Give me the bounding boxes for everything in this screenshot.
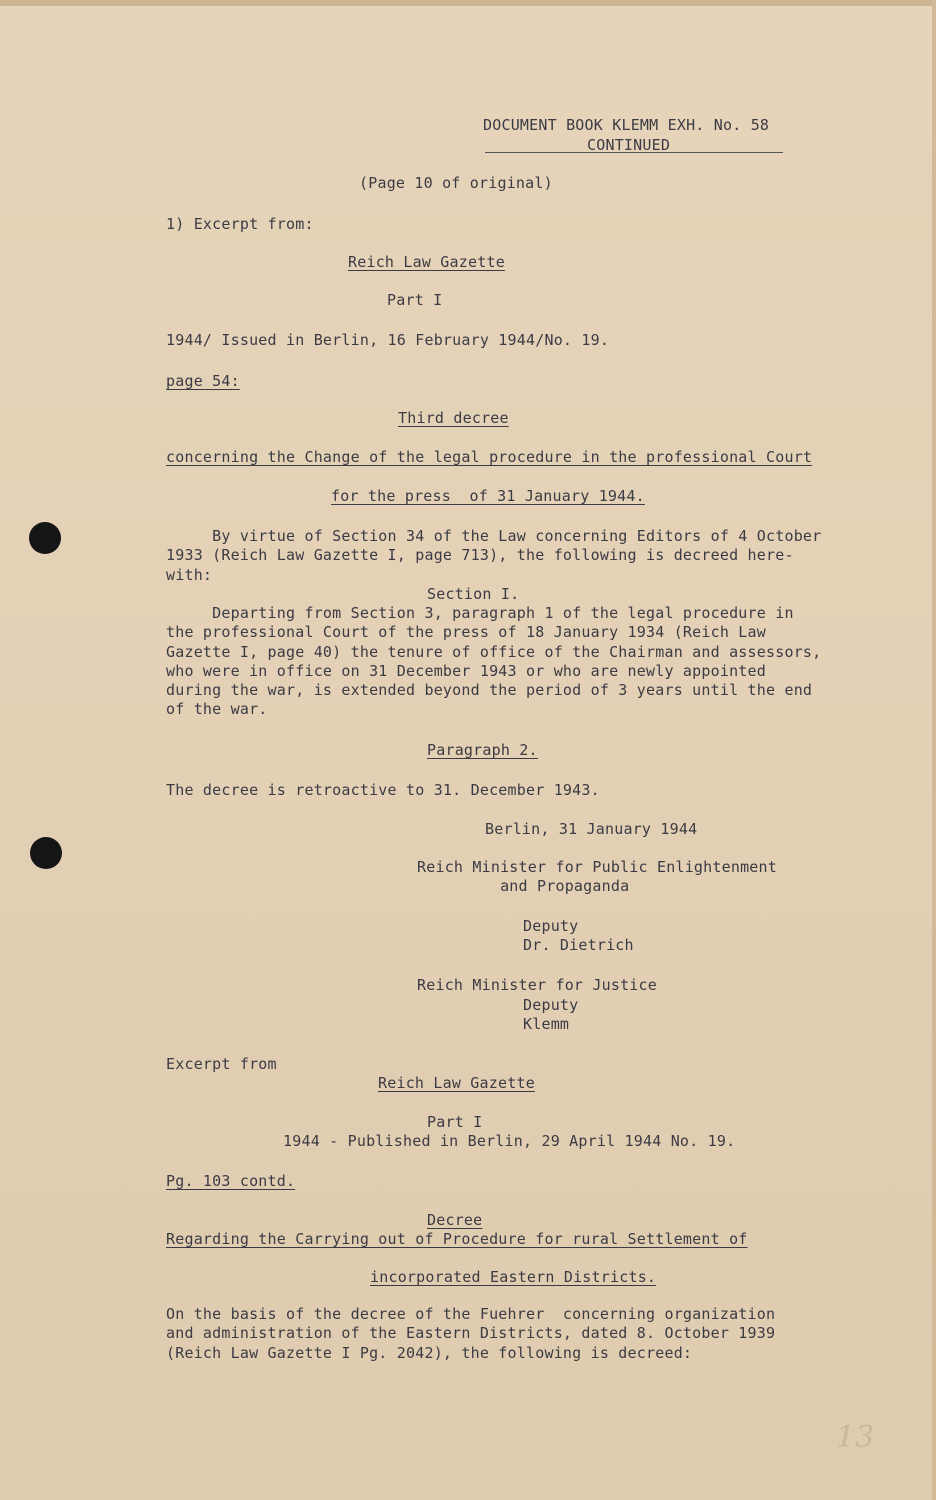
decree-preamble: By virtue of Section 34 of the Law concerning Editors of 4 October 1933 (Reich Law Gazette I, page 713), the following is decreed here- with: <box>166 527 822 584</box>
page-edge <box>932 0 936 1500</box>
signer-name: Deputy Dr. Dietrich <box>523 917 634 955</box>
page-reference: Pg. 103 contd. <box>166 1172 296 1190</box>
continued-label: CONTINUED <box>587 136 671 154</box>
paragraph-body: The decree is retroactive to 31. December 1943. <box>166 781 600 799</box>
document-reference: DOCUMENT BOOK KLEMM EXH. No. 58 <box>483 116 770 134</box>
page-edge <box>0 0 936 6</box>
signer-name: Deputy Klemm <box>523 996 579 1034</box>
gazette-issue: 1944/ Issued in Berlin, 16 February 1944/No. 19. <box>166 331 610 349</box>
punch-hole <box>30 837 62 869</box>
punch-hole <box>29 522 61 554</box>
page-number: 13 <box>836 1420 875 1455</box>
gazette-issue: 1944 - Published in Berlin, 29 April 1944 No. 19. <box>283 1132 736 1150</box>
gazette-part: Part I <box>427 1113 483 1131</box>
gazette-title: Reich Law Gazette <box>348 253 505 271</box>
excerpt-intro: 1) Excerpt from: <box>166 215 314 233</box>
signer-title: Reich Minister for Justice <box>417 976 657 994</box>
decree-title: Third decree <box>398 409 509 427</box>
decree-subtitle: Regarding the Carrying out of Procedure for rural Settlement of <box>166 1230 748 1248</box>
decree-body: On the basis of the decree of the Fuehrer concerning organization and administration of the Eastern Districts, dated 8. October 1939 (Reich Law Gazette I Pg. 2042), the following is decreed: <box>166 1305 776 1362</box>
gazette-part: Part I <box>387 291 443 309</box>
section-body: Departing from Section 3, paragraph 1 of the legal procedure in the professional Court of the press of 18 January 1934 (Reich Law Gazette I, page 40) the tenure of office of the Chairman and assessors, who were in office on 31 December 1943 or who are newly appointed during the war, is extended beyond the period of 3 years until the end of the war. <box>166 604 822 719</box>
decree-subtitle: incorporated Eastern Districts. <box>370 1268 657 1286</box>
page-reference: page 54: <box>166 372 240 390</box>
place-date: Berlin, 31 January 1944 <box>485 820 698 838</box>
excerpt-intro: Excerpt from <box>166 1055 277 1073</box>
signer-title: Reich Minister for Public Enlightenment and Propaganda <box>417 858 777 896</box>
decree-title: Decree <box>427 1211 483 1229</box>
paragraph-heading: Paragraph 2. <box>427 741 538 759</box>
original-page-note: (Page 10 of original) <box>359 174 553 192</box>
decree-subtitle: for the press of 31 January 1944. <box>331 487 645 505</box>
decree-subtitle: concerning the Change of the legal procedure in the professional Court <box>166 448 813 466</box>
section-heading: Section I. <box>427 585 520 603</box>
gazette-title: Reich Law Gazette <box>378 1074 535 1092</box>
